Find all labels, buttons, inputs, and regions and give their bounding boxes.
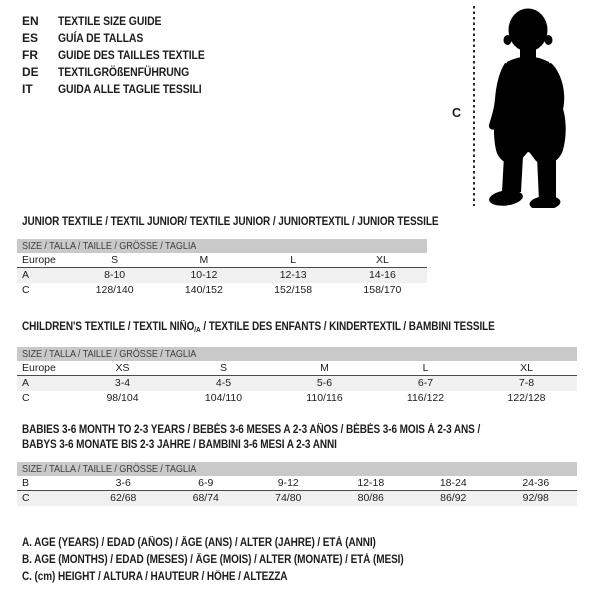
size-header-bar bbox=[17, 239, 427, 253]
babies-size-table bbox=[17, 462, 577, 506]
language-row bbox=[22, 12, 227, 29]
children-size-table bbox=[17, 347, 577, 406]
table-cell: 24-36 bbox=[522, 477, 550, 489]
size-header-bar bbox=[17, 462, 577, 476]
table-cell: M bbox=[320, 362, 329, 374]
table-cell: XS bbox=[115, 362, 130, 374]
table-cell: 116/122 bbox=[406, 392, 445, 404]
table-row-c bbox=[17, 491, 577, 506]
table-cell: 4-5 bbox=[215, 377, 232, 389]
table-title-text bbox=[22, 320, 495, 337]
row-label: B bbox=[22, 477, 30, 489]
table-cell: 5-6 bbox=[316, 377, 333, 389]
table-cell: 8-10 bbox=[104, 269, 126, 281]
table-cell: 80/86 bbox=[357, 492, 384, 504]
footnotes bbox=[22, 535, 461, 585]
height-measure-line bbox=[473, 6, 475, 206]
table-cell: 12-18 bbox=[357, 477, 385, 489]
table-cell: 98/104 bbox=[106, 392, 139, 404]
table-cell: 6-9 bbox=[198, 477, 214, 489]
language-code: IT bbox=[22, 81, 33, 96]
table-row-europe bbox=[17, 361, 577, 376]
language-list bbox=[22, 12, 227, 97]
table-cell: 122/128 bbox=[507, 392, 546, 404]
babies-table-title bbox=[22, 423, 549, 453]
table-cell: XL bbox=[375, 254, 389, 266]
table-cell: 110/116 bbox=[306, 392, 343, 404]
language-code: FR bbox=[22, 47, 38, 62]
table-cell: M bbox=[199, 254, 209, 266]
language-code: ES bbox=[22, 30, 39, 45]
table-cell: 14-16 bbox=[368, 269, 396, 281]
row-label: A bbox=[22, 269, 30, 281]
table-cell: 18-24 bbox=[439, 477, 467, 489]
table-row-c bbox=[17, 391, 577, 406]
table-cell: 128/140 bbox=[95, 284, 134, 296]
table-title-line bbox=[22, 423, 549, 438]
junior-size-table bbox=[17, 239, 427, 298]
language-row bbox=[22, 46, 227, 63]
size-header-label: SIZE / TALLA / TAILLE / GRÖSSE / TAGLIA bbox=[22, 240, 197, 252]
table-cell: S bbox=[111, 254, 119, 266]
table-cell: 6-7 bbox=[417, 377, 434, 389]
row-label: A bbox=[22, 377, 30, 389]
language-title: TEXTILE SIZE GUIDE bbox=[58, 13, 162, 28]
table-cell: 86/92 bbox=[440, 492, 467, 504]
table-cell: 10-12 bbox=[190, 269, 218, 281]
language-code: DE bbox=[22, 64, 39, 79]
table-cell: 104/110 bbox=[204, 392, 243, 404]
table-cell: L bbox=[290, 254, 297, 266]
table-row-b bbox=[17, 476, 577, 491]
row-label: C bbox=[22, 392, 30, 404]
language-title: GUÍA DE TALLAS bbox=[58, 30, 144, 45]
table-row-a bbox=[17, 376, 577, 391]
language-title: GUIDA ALLE TAGLIE TESSILI bbox=[58, 81, 202, 96]
table-row-a bbox=[17, 268, 427, 283]
table-row-c bbox=[17, 283, 427, 298]
table-cell: 74/80 bbox=[275, 492, 302, 504]
baby-silhouette-icon bbox=[487, 6, 579, 208]
title-part-pre: CHILDREN'S TEXTILE / TEXTIL NIÑO bbox=[22, 321, 195, 333]
children-table-title bbox=[22, 320, 565, 337]
footnote-text: A. AGE (YEARS) / EDAD (AÑOS) / ÂGE (ANS) / ALTER (JAHRE) / ETÀ (ANNI) bbox=[22, 537, 376, 549]
table-cell: L bbox=[422, 362, 429, 374]
table-cell: 3-4 bbox=[114, 377, 131, 389]
height-measure-letter: C bbox=[452, 106, 462, 120]
row-label: C bbox=[22, 284, 30, 296]
footnote-line bbox=[22, 535, 461, 552]
footnote-text: B. AGE (MONTHS) / EDAD (MESES) / ÂGE (MOIS) / ALTER (MONATE) / ETÀ (MESI) bbox=[22, 553, 404, 566]
table-title-text: BABIES 3-6 MONTH TO 2-3 YEARS / BEBÉS 3-6 MESES A 2-3 AÑOS / BÉBÉS 3-6 MOIS À 2-3 ANS / bbox=[22, 424, 481, 436]
row-label: Europe bbox=[22, 254, 56, 266]
footnote-line bbox=[22, 552, 461, 569]
table-cell: 152/158 bbox=[274, 284, 313, 296]
row-label: C bbox=[22, 492, 30, 504]
table-cell: 9-12 bbox=[277, 477, 299, 489]
table-cell: 68/74 bbox=[192, 492, 219, 504]
table-title-text: BABYS 3-6 MONATE BIS 2-3 JAHRE / BAMBINI 3-6 MESI A 2-3 ANNI bbox=[22, 439, 337, 451]
table-cell: 92/98 bbox=[522, 492, 549, 504]
table-cell: 3-6 bbox=[115, 477, 131, 489]
table-cell: 140/152 bbox=[184, 284, 223, 296]
language-row bbox=[22, 63, 227, 80]
size-header-label: SIZE / TALLA / TAILLE / GRÖSSE / TAGLIA bbox=[22, 463, 197, 475]
size-header-bar bbox=[17, 347, 577, 361]
footnote-line bbox=[22, 569, 461, 586]
table-cell: S bbox=[219, 362, 227, 374]
language-title: GUIDE DES TAILLES TEXTILE bbox=[58, 47, 205, 62]
title-part-sub: /A bbox=[194, 325, 201, 334]
table-title-line bbox=[22, 438, 549, 453]
language-row bbox=[22, 80, 227, 97]
footnote-text: C. (cm) HEIGHT / ALTURA / HAUTEUR / HÖHE / ALTEZZA bbox=[22, 570, 288, 583]
table-row-europe bbox=[17, 253, 427, 268]
table-cell: 12-13 bbox=[279, 269, 307, 281]
language-title: TEXTILGRÖßENFÜHRUNG bbox=[58, 64, 190, 79]
table-cell: 62/68 bbox=[110, 492, 137, 504]
table-cell: 7-8 bbox=[518, 377, 535, 389]
title-part-post: / TEXTILE DES ENFANTS / KINDERTEXTIL / BAMBINI TESSILE bbox=[200, 321, 495, 333]
row-label: Europe bbox=[22, 362, 56, 374]
junior-table-title bbox=[22, 215, 501, 230]
language-row bbox=[22, 29, 227, 46]
table-title-text: JUNIOR TEXTILE / TEXTIL JUNIOR/ TEXTILE JUNIOR / JUNIORTEXTIL / JUNIOR TESSILE bbox=[22, 216, 439, 228]
size-header-label: SIZE / TALLA / TAILLE / GRÖSSE / TAGLIA bbox=[22, 348, 197, 360]
table-cell: 158/170 bbox=[363, 284, 402, 296]
language-code: EN bbox=[22, 13, 39, 28]
table-cell: XL bbox=[520, 362, 533, 374]
